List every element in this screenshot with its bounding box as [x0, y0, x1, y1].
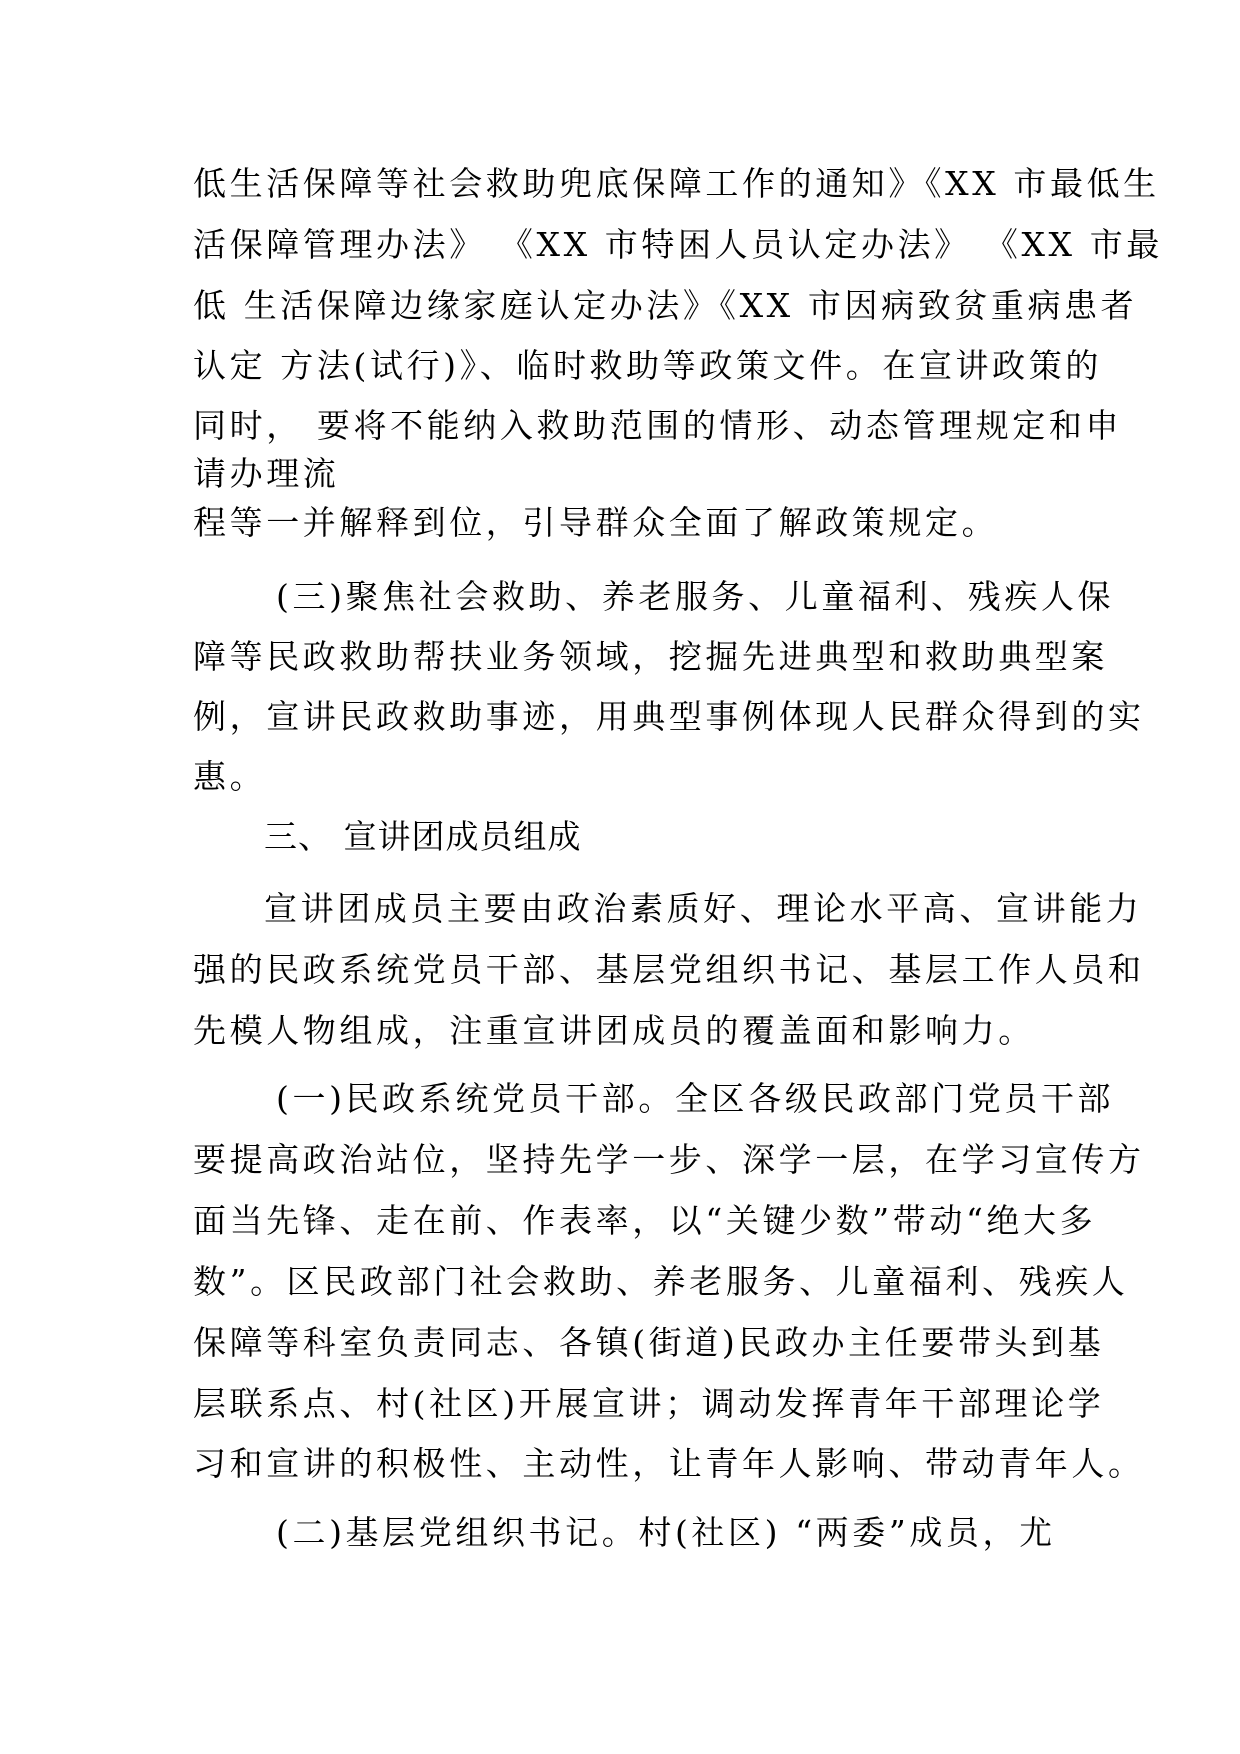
- body-text-line: 强的民政系统党员干部、基层党组织书记、基层工作人员和: [193, 950, 1145, 989]
- body-text-line: 障等民政救助帮扶业务领域，挖掘先进典型和救助典型案: [193, 637, 1108, 676]
- paragraph-heading-line: (三)聚焦社会救助、养老服务、儿童福利、残疾人保: [276, 577, 1115, 616]
- body-text-line: 惠。: [193, 757, 267, 796]
- body-text-line: 层联系点、村(社区)开展宣讲；调动发挥青年干部理论学: [193, 1384, 1105, 1423]
- paragraph-heading-line: (一)民政系统党员干部。全区各级民政部门党员干部: [276, 1079, 1115, 1118]
- body-text-line: 宣讲团成员主要由政治素质好、理论水平高、宣讲能力: [264, 889, 1143, 928]
- body-text-line: 面当先锋、走在前、作表率，以“关键少数”带动“绝大多: [193, 1201, 1097, 1240]
- body-text-line: 同时， 要将不能纳入救助范围的情形、动态管理规定和申: [193, 406, 1123, 445]
- body-text-line: 认定 方法(试行)》、临时救助等政策文件。在宣讲政策的: [193, 346, 1102, 385]
- body-text-line: 保障等科室负责同志、各镇(街道)民政办主任要带头到基: [193, 1323, 1105, 1362]
- body-text-line: 低生活保障等社会救助兜底保障工作的通知》《XX 市最低生: [193, 164, 1160, 203]
- body-text-line: 例，宣讲民政救助事迹，用典型事例体现人民群众得到的实: [193, 697, 1145, 736]
- body-text-line: 要提高政治站位，坚持先学一步、深学一层，在学习宣传方: [193, 1140, 1145, 1179]
- paragraph-heading-line: (二)基层党组织书记。村(社区) “两委”成员，尤: [276, 1513, 1056, 1552]
- body-text-line: 习和宣讲的积极性、主动性，让青年人影响、带动青年人。: [193, 1444, 1145, 1483]
- section-heading: 三、 宣讲团成员组成: [264, 817, 582, 856]
- body-text-line: 程等一并解释到位，引导群众全面了解政策规定。: [193, 503, 999, 542]
- body-text-line: 请办理流: [193, 454, 340, 493]
- body-text-line: 数”。区民政部门社会救助、养老服务、儿童福利、残疾人: [193, 1262, 1129, 1301]
- body-text-line: 活保障管理办法》 《XX 市特困人员认定办法》 《XX 市最: [193, 225, 1163, 264]
- body-text-line: 低 生活保障边缘家庭认定办法》《XX 市因病致贫重病患者: [193, 286, 1138, 325]
- body-text-line: 先模人物组成，注重宣讲团成员的覆盖面和影响力。: [193, 1011, 1035, 1050]
